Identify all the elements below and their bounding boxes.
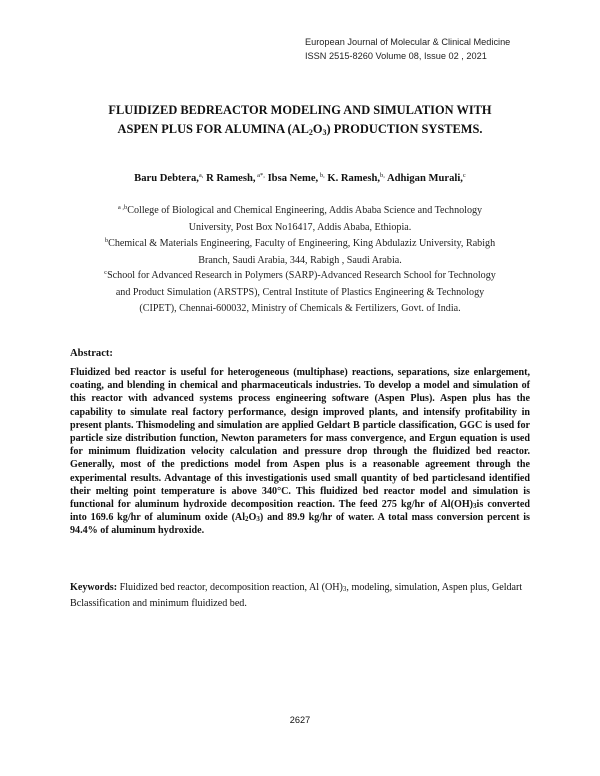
affiliation-b: $^b$Chemical & Materials Engineering, Faculty of Engineering, King Abdulaziz University, Rabigh Branch, Saudi Arabia, 344, Rabigh , Saudi Arabia. [104,237,496,266]
issn-line: ISSN 2515-8260 Volume 08, Issue 02 , 2021 [305,51,487,61]
title-line-1: FLUIDIZED BEDREACTOR MODELING AND SIMULATION WITH [108,103,492,117]
journal-header [305,35,510,63]
journal-name: European Journal of Molecular & Clinical Medicine [305,37,511,47]
affiliation-a: $^{a ,b}$College of Biological and Chemical Engineering, Addis Ababa Science and Technology University, Post Box No16417, Addis Ababa, Ethiopia. [117,204,483,233]
author-affil-mark: a, [198,172,204,179]
keywords-label: Keywords: [70,582,118,593]
author-list [40,173,560,184]
author-affil-mark: b, [380,172,385,179]
abstract-body: Fluidized bed reactor is useful for heterogeneous (multiphase) reactions, separations, size enlargement, coating, and blending in chemical and pharmaceuticals industries. To develop a model and simulation of this reactor with advanced systems process engineering software (Aspen Plus). Aspen plus has the capability to simulate real factory performance, design improved plants, and intensify profitability in present plants. Thismodeling and simulation are applied Geldart B particle classification, GGC is used for particle size distribution function, Newton parameters for mass convergence, and Ergun equation is used for minimum fluidization velocity calculation and pressure drop through the fluidized bed reactor. Generally, most of the predictions model from Aspen plus is a reasonable agreement through the experimental results. Advantage of this investigationis used small quantity of bed particlesand identified their melting point temperature is above 340°C. This fluidized bed reactor model and simulation is functional for aluminum hydroxide decomposition reaction. The feed 275 kg/hr of $Al(OH)_3is$ converted into 169.6 kg/hr of aluminum oxide $(Al_2O_3)$ and 89.9 kg/hr of water. A total mass conversion percent is 94.4% of aluminum hydroxide. [70,367,530,537]
author-affil-mark: c [462,172,466,179]
author-name: R Ramesh, [206,173,256,184]
paper-title [60,101,540,139]
author-name: Adhigan Murali, [386,173,463,184]
author-name: Ibsa Neme, [267,173,319,184]
author-name: K. Ramesh, [327,173,381,184]
author-name: Baru Debtera, [134,173,199,184]
abstract-heading: Abstract: [70,348,113,359]
author-affil-mark: b, [318,172,325,179]
keywords-section: Keywords: Fluidized bed reactor, decomposition reaction, Al $(OH)_3$, modeling, simulation, Aspen plus, Geldart Bclassification and minimum fluidized bed. [70,582,523,609]
author-affil-mark: a*, [255,172,265,179]
title-line-2: ASPEN PLUS FOR ALUMINA $(AL_2O_3)$ PRODUCTION SYSTEMS. [117,122,483,137]
affiliation-c: $^c$School for Advanced Research in Polymers (SARP)-Advanced Research School for Technology and Product Simulation (ARSTPS), Central Institute of Plastics Engineering & Technology (CIPET), Chennai-600032, Ministry of Chemicals & Fertilizers, Govt. of India. [104,269,496,314]
page-number: 2627 [289,715,311,725]
